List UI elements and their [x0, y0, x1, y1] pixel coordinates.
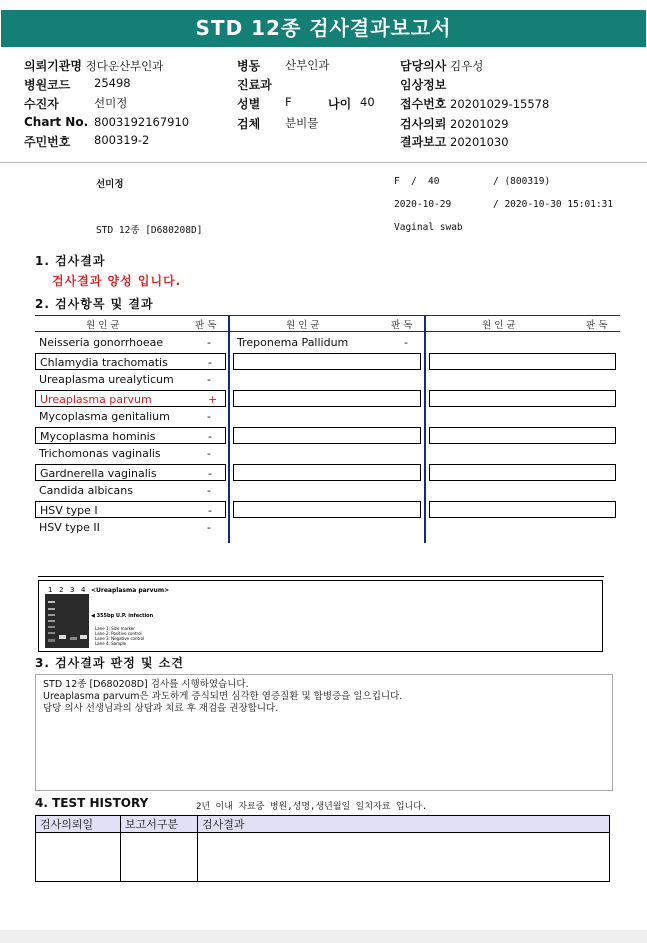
- history-header-row: [36, 816, 610, 833]
- table-header-rule: [35, 331, 620, 332]
- gel-top-rule: [38, 576, 604, 577]
- result-row-left: [35, 482, 226, 499]
- sex-label: 성별: [237, 97, 261, 111]
- col-header-judge-3: 판 독: [586, 320, 608, 331]
- positive-result: 검사결과 양성 입니다.: [52, 274, 182, 288]
- request-field: [400, 115, 509, 132]
- patient-field: [24, 95, 128, 112]
- doctor-label: 담당의사: [400, 59, 447, 73]
- gel-title: <Ureaplasma parvum>: [91, 587, 170, 594]
- marker-band: [48, 639, 55, 642]
- summary-date2: / 2020-10-30 15:01:31: [493, 199, 614, 210]
- pathogen-name: Mycoplasma genitalium: [39, 410, 170, 423]
- result-row-middle: [233, 390, 421, 407]
- pathogen-name: HSV type I: [40, 503, 98, 517]
- history-note: 2년 이내 자료중 병원,성명,생년월일 일치자료 입니다.: [196, 802, 428, 812]
- summary-sample: Vaginal swab: [394, 222, 463, 233]
- dept-field: [237, 76, 272, 93]
- result-row-right: [429, 501, 616, 518]
- pathogen-name: Mycoplasma hominis: [40, 429, 156, 443]
- history-empty-row: [36, 833, 610, 882]
- result-row-left: [35, 427, 226, 444]
- doctor-field: [400, 57, 483, 74]
- table-top-rule: [35, 315, 620, 316]
- summary-age: 40: [428, 176, 440, 187]
- pathogen-name: Ureaplasma parvum: [40, 392, 152, 406]
- institution-value: 정다운산부인과: [85, 59, 164, 73]
- pathogen-result: -: [207, 484, 211, 497]
- receipt-field: [400, 95, 549, 112]
- pathogen-name: Gardnerella vaginalis: [40, 466, 157, 480]
- request-value: 20201029: [450, 117, 509, 131]
- age-value: 40: [360, 95, 375, 109]
- institution-label: 의뢰기관명: [24, 59, 82, 73]
- opinion-line: STD 12종 [D680208D] 검사를 시행하였습니다.: [43, 679, 249, 690]
- result-row-left: [35, 519, 226, 536]
- summary-date1: 2020-10-29: [394, 199, 452, 210]
- gel-electrophoresis-image: [39, 581, 602, 651]
- gel-legend-line: Lane 4: Sample: [95, 641, 127, 646]
- marker-band: [48, 632, 55, 634]
- result-row-left: [35, 408, 226, 425]
- gel-image-panel: [38, 580, 603, 652]
- patient-label: 수진자: [24, 97, 59, 111]
- clinical-field: [400, 76, 446, 93]
- pathogen-name: Candida albicans: [39, 484, 133, 497]
- summary-sex: F: [394, 176, 400, 187]
- result-row-middle: [233, 353, 421, 370]
- institution-field: [24, 57, 163, 74]
- lane-number: 1: [48, 586, 53, 594]
- sex-field: [237, 95, 292, 112]
- col-header-pathogen-1: 원 인 균: [86, 320, 120, 331]
- history-cell: [36, 833, 121, 882]
- history-table: [35, 815, 610, 882]
- pathogen-name: Treponema Pallidum: [237, 336, 349, 349]
- result-row-middle: [233, 464, 421, 481]
- pathogen-result: -: [207, 336, 211, 349]
- gel-legend-line: Lane 2: Positive control: [95, 631, 142, 636]
- sex-value: F: [285, 95, 292, 109]
- result-row-left: [35, 353, 226, 370]
- summary-name: 선미정: [96, 179, 124, 190]
- doctor-value: 김우성: [450, 59, 484, 73]
- gel-legend-line: Lane 3: Negative control: [95, 636, 145, 641]
- report-date-label: 결과보고: [400, 135, 447, 149]
- opinion-box: [35, 674, 613, 791]
- history-col-report-type: 보고서구분: [121, 816, 198, 833]
- summary-birth: / (800319): [493, 176, 551, 187]
- result-row-left: [35, 464, 226, 481]
- summary-slash: /: [411, 176, 417, 187]
- marker-band: [48, 620, 55, 622]
- id-value: 800319-2: [94, 133, 150, 147]
- pathogen-result: -: [208, 429, 212, 443]
- col-header-pathogen-2: 원 인 균: [286, 320, 320, 331]
- pathogen-result: -: [208, 355, 212, 369]
- patient-value: 선미정: [94, 96, 128, 110]
- pathogen-name: Chlamydia trachomatis: [40, 355, 168, 369]
- pathogen-name: Ureaplasma urealyticum: [39, 373, 174, 386]
- chart-value: 8003192167910: [94, 115, 190, 129]
- specimen-field: [237, 115, 319, 132]
- marker-band: [48, 601, 55, 603]
- pathogen-result: -: [208, 503, 212, 517]
- result-row-left: [35, 501, 226, 518]
- positive-control-band: [59, 635, 66, 639]
- section4-heading: 4. TEST HISTORY: [35, 796, 149, 810]
- specimen-label: 검체: [237, 117, 261, 131]
- summary-test: STD 12종 [D680208D]: [96, 225, 203, 236]
- receipt-label: 접수번호: [400, 97, 447, 111]
- column-divider-2: [424, 315, 426, 543]
- pathogen-result: +: [208, 392, 218, 406]
- request-label: 검사의뢰: [400, 117, 447, 131]
- history-col-request-date: 검사의뢰일: [36, 816, 121, 833]
- age-field: [328, 95, 375, 112]
- marker-band: [48, 608, 55, 610]
- pathogen-result: -: [207, 373, 211, 386]
- column-divider-1: [228, 315, 230, 543]
- opinion-line: 담당 의사 선생님과의 상담과 치료 후 재검을 권장합니다.: [43, 703, 279, 714]
- pathogen-name: HSV type II: [39, 521, 100, 534]
- pathogen-name: Neisseria gonorrhoeae: [39, 336, 164, 349]
- result-row-right: [429, 353, 616, 370]
- result-row-right: [429, 427, 616, 444]
- ward-label: 병동: [237, 59, 261, 73]
- sample-band: [80, 635, 87, 639]
- result-row-right: [429, 464, 616, 481]
- result-row-left: [35, 445, 226, 462]
- code-value: 25498: [94, 76, 131, 90]
- gel-legend-line: Lane 1: Size marker: [95, 626, 135, 631]
- id-field: [24, 133, 150, 150]
- history-col-result: 검사결과: [198, 816, 610, 833]
- lane-number: 4: [81, 586, 86, 594]
- specimen-value: 분비물: [285, 116, 319, 130]
- report-date-field: [400, 133, 509, 150]
- receipt-value: 20201029-15578: [450, 97, 550, 111]
- marker-band: [48, 626, 55, 628]
- negative-control-band: [70, 637, 77, 640]
- ward-field: [237, 57, 330, 74]
- result-row-right: [429, 390, 616, 407]
- result-row-left: [35, 334, 226, 351]
- result-row-middle: [233, 501, 421, 518]
- report-date-value: 20201030: [450, 135, 509, 149]
- marker-band: [48, 614, 55, 616]
- code-field: [24, 76, 131, 93]
- result-row-left: [35, 371, 226, 388]
- chart-label: Chart No.: [24, 115, 89, 129]
- section1-heading: 1. 검사결과: [35, 254, 106, 268]
- report-title: STD 12종 검사결과보고서: [1, 10, 646, 47]
- ward-value: 산부인과: [285, 58, 330, 72]
- age-label: 나이: [328, 97, 352, 111]
- pathogen-result: -: [404, 336, 408, 349]
- clinical-label: 임상정보: [400, 78, 447, 92]
- id-label: 주민번호: [24, 135, 71, 149]
- header-divider: [0, 162, 647, 163]
- chart-field: [24, 115, 190, 129]
- pathogen-result: -: [207, 410, 211, 423]
- pathogen-result: -: [207, 447, 211, 460]
- code-label: 병원코드: [24, 78, 71, 92]
- result-row-left: [35, 390, 226, 407]
- lane-number: 2: [59, 586, 64, 594]
- history-cell: [121, 833, 198, 882]
- history-cell: [198, 833, 610, 882]
- result-row-middle: [233, 334, 421, 351]
- section3-heading: 3. 검사결과 판정 및 소견: [35, 656, 184, 670]
- col-header-judge-2: 판 독: [391, 320, 413, 331]
- pathogen-result: -: [207, 521, 211, 534]
- band-label: ◀ 355bp U.P. infection: [91, 613, 154, 619]
- result-row-middle: [233, 427, 421, 444]
- lane-number: 3: [70, 586, 75, 594]
- col-header-pathogen-3: 원 인 균: [482, 320, 516, 331]
- col-header-judge-1: 판 독: [195, 320, 217, 331]
- pathogen-name: Trichomonas vaginalis: [39, 447, 161, 460]
- pathogen-result: -: [208, 466, 212, 480]
- dept-label: 진료과: [237, 78, 272, 92]
- section2-heading: 2. 검사항목 및 결과: [35, 297, 154, 311]
- opinion-line: Ureaplasma parvum은 과도하게 증식되면 심각한 염증질환 및 합병증을 일으킵니다.: [43, 691, 403, 702]
